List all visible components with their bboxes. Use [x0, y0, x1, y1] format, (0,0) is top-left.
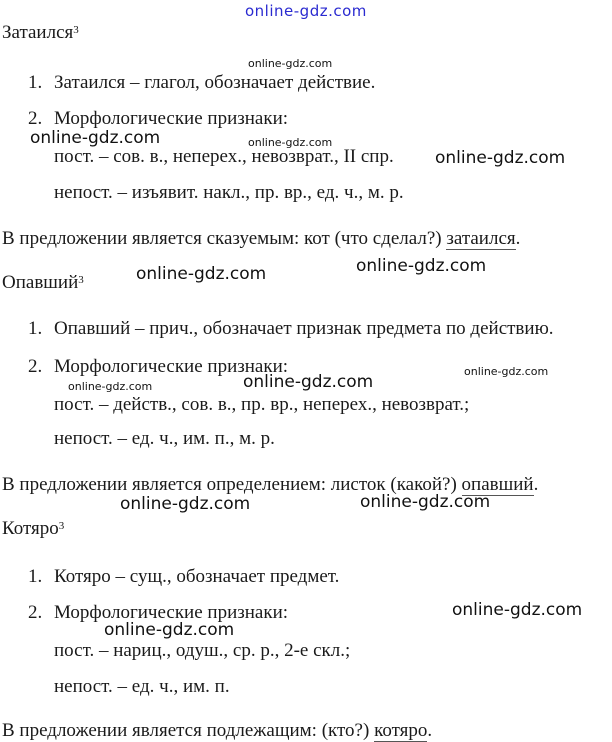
list-number: 1. — [28, 72, 43, 93]
variable-features: непост. – изъявит. накл., пр. вр., ед. ч., м. р. — [54, 182, 404, 203]
sentence-end: . — [427, 720, 433, 741]
sentence-text: В предложении является сказуемым: кот (что сделал?) — [2, 228, 447, 249]
watermark: online-gdz.com — [248, 57, 333, 70]
underlined-word: опавший — [461, 474, 534, 495]
variable-features: непост. – ед. ч., им. п., м. р. — [54, 428, 275, 449]
sentence-end: . — [533, 474, 539, 495]
list-item-text: Опавший – прич., обозначает признак предмета по действию. — [54, 318, 554, 339]
superscript: 3 — [73, 24, 79, 36]
underlined-word: котяро — [374, 720, 428, 741]
watermark: online-gdz.com — [360, 492, 491, 512]
list-item-text: Морфологические признаки: — [54, 356, 289, 377]
watermark: online-gdz.com — [243, 372, 374, 392]
list-number: 1. — [28, 566, 43, 587]
watermark: online-gdz.com — [248, 136, 333, 149]
watermark: online-gdz.com — [452, 600, 583, 620]
constant-features: пост. – сов. в., неперех., невозврат., II спр. — [54, 146, 394, 167]
watermark: online-gdz.com — [435, 148, 566, 168]
watermark: online-gdz.com — [120, 494, 251, 514]
watermark: online-gdz.com — [104, 620, 235, 640]
watermark: online-gdz.com — [68, 380, 153, 393]
list-item-text: Затаился – глагол, обозначает действие. — [54, 72, 376, 93]
section-title-opavshiy — [2, 272, 84, 294]
variable-features: непост. – ед. ч., им. п. — [54, 676, 230, 697]
section-title-text: Опавший — [2, 272, 79, 293]
list-item-text: Морфологические признаки: — [54, 602, 289, 623]
list-item-text: Котяро – сущ., обозначает предмет. — [54, 566, 340, 587]
list-number: 2. — [28, 108, 43, 129]
list-item-text: Морфологические признаки: — [54, 108, 289, 129]
sentence-text: В предложении является подлежащим: (кто?) — [2, 720, 375, 741]
sentence-role — [2, 720, 432, 742]
section-title-zatailsya — [2, 22, 79, 44]
constant-features: пост. – нариц., одуш., ср. р., 2-е скл.; — [54, 640, 351, 661]
section-title-text: Затаился — [2, 22, 74, 43]
superscript: 3 — [78, 274, 84, 286]
sentence-end: . — [515, 228, 521, 249]
section-title-text: Котяро — [2, 518, 59, 539]
underlined-word: затаился — [446, 228, 516, 249]
sentence-text: В предложении является определением: листок (какой?) — [2, 474, 462, 495]
list-number: 1. — [28, 318, 43, 339]
constant-features: пост. – действ., сов. в., пр. вр., неперех., невозврат.; — [54, 394, 470, 415]
list-number: 2. — [28, 356, 43, 377]
watermark: online-gdz.com — [30, 128, 161, 148]
superscript: 3 — [58, 520, 65, 532]
sentence-role — [2, 228, 520, 250]
watermark-top: online-gdz.com — [245, 2, 367, 20]
list-number: 2. — [28, 602, 43, 623]
section-title-kotyaro — [2, 518, 64, 540]
watermark: online-gdz.com — [136, 264, 267, 284]
watermark: online-gdz.com — [356, 256, 487, 276]
watermark: online-gdz.com — [464, 365, 549, 378]
